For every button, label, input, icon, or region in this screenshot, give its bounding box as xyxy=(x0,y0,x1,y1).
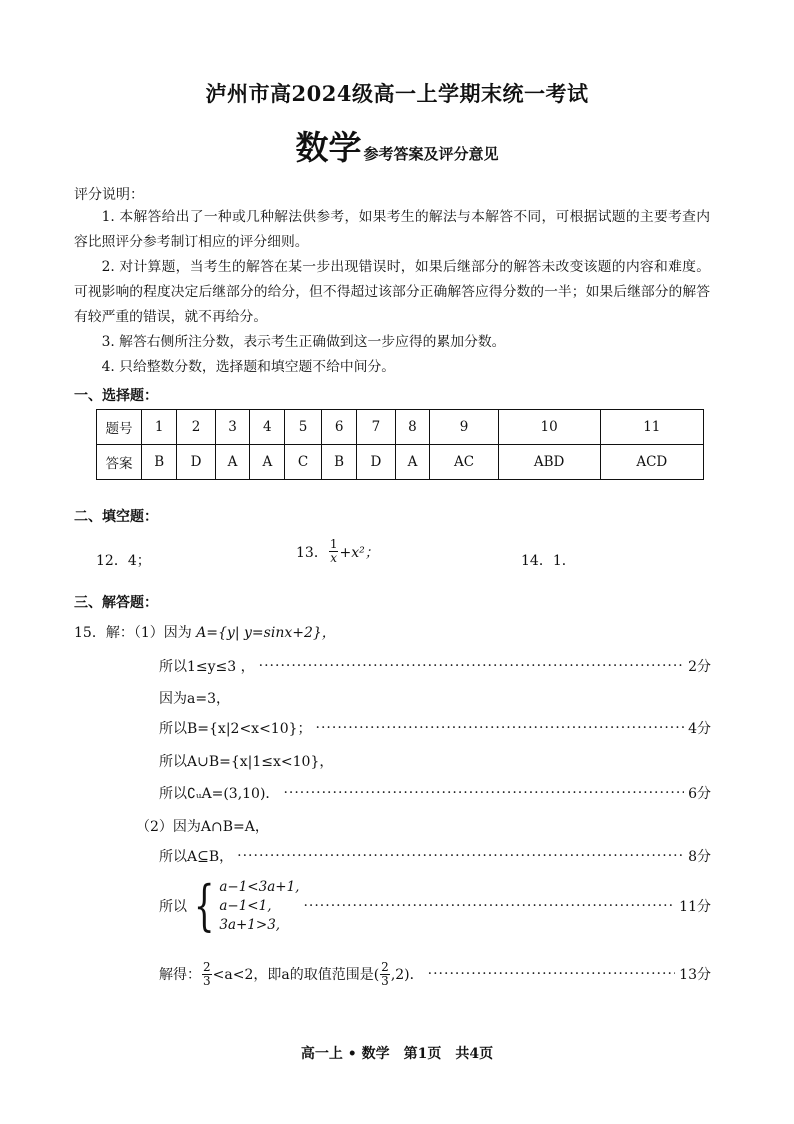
leader-dots xyxy=(237,848,684,864)
question-number: 9 xyxy=(430,410,498,445)
q15-intro xyxy=(74,622,336,642)
step-8-middle: <a<2，即a的取值范围是( xyxy=(212,967,380,983)
q13-fraction xyxy=(329,538,339,565)
notes-heading: 评分说明： xyxy=(74,187,144,203)
step-1-text: 所以1≤y≤3 ， xyxy=(159,659,255,675)
fraction-numerator: 2 xyxy=(203,959,211,974)
section3-heading: 三、解答题： xyxy=(74,595,158,611)
leader-dots xyxy=(303,898,675,914)
document-title: 泸州市高2024级高一上学期末统一考试 xyxy=(205,81,589,106)
score-2: 2分 xyxy=(688,659,711,675)
question-number: 4 xyxy=(250,410,285,445)
question-number: 3 xyxy=(215,410,250,445)
step-7-lead: 所以 xyxy=(159,899,187,915)
answer-table xyxy=(96,409,704,480)
table-row xyxy=(97,445,704,480)
step-8-lead: 解得： xyxy=(159,967,201,983)
subject-label: 数学 xyxy=(295,128,362,167)
leader-dots xyxy=(283,785,684,801)
row-header-answer: 答案 xyxy=(97,445,142,480)
page-footer: 高一上 • 数学 第1页 共4页 xyxy=(300,1046,494,1062)
score-13: 13分 xyxy=(679,967,711,983)
step-6-text: 所以A⊆B， xyxy=(159,849,234,865)
brace-symbol: { xyxy=(193,874,215,937)
question-number: 5 xyxy=(285,410,322,445)
step-3-text: 所以B={x|2<x<10}； xyxy=(159,721,312,737)
fraction-denominator: 3 xyxy=(381,973,389,988)
solution-step-5 xyxy=(159,782,711,804)
score-8: 8分 xyxy=(688,849,711,865)
fraction-two-thirds xyxy=(202,961,212,988)
answer-cell: C xyxy=(285,445,322,480)
note-item-3: 3. 解答右侧所注分数，表示考生正确做到这一步应得的累加分数。 xyxy=(101,334,506,350)
question-number: 6 xyxy=(321,410,356,445)
inequality-system xyxy=(159,874,300,937)
subtitle-label: 参考答案及评分意见 xyxy=(363,145,499,163)
solution-step-2: 因为a=3， xyxy=(159,691,230,707)
question-number: 7 xyxy=(357,410,395,445)
answer-cell: ACD xyxy=(600,445,703,480)
fraction-two-thirds-2 xyxy=(380,961,390,988)
answer-cell: A xyxy=(250,445,285,480)
system-lines xyxy=(219,878,299,935)
note-item-2: 2. 对计算题，当考生的解答在某一步出现错误时，如果后继部分的解答未改变该题的内容和难度。可视影响的程度决定后继部分的给分，但不得超过该部分正确解答应得分数的一半；如果后继部分的解答有较严重的错误，就不再给分。 xyxy=(74,259,710,325)
section2-heading: 二、填空题： xyxy=(74,509,158,525)
answer-cell: AC xyxy=(430,445,498,480)
table-row xyxy=(97,410,704,445)
step-8-text xyxy=(159,961,424,988)
fraction-numerator: 2 xyxy=(381,959,389,974)
row-header-number: 题号 xyxy=(97,410,142,445)
score-11: 11分 xyxy=(679,899,711,915)
step-5-text: 所以∁ᵤA=(3,10)． xyxy=(159,786,280,802)
answer-cell: D xyxy=(357,445,395,480)
q15-set-a: A={y| y=sinx+2}， xyxy=(196,625,336,641)
section1-heading: 一、选择题： xyxy=(74,388,158,404)
answer-cell: D xyxy=(177,445,215,480)
leader-dots xyxy=(316,720,685,736)
solution-step-6 xyxy=(159,845,711,867)
note-item-4: 4. 只给整数分数，选择题和填空题不给中间分。 xyxy=(101,359,396,375)
solution-step-1 xyxy=(159,655,711,677)
q13-rest: +x²； xyxy=(339,544,379,561)
answer-q12: 12．4； xyxy=(96,553,151,569)
question-number: 10 xyxy=(498,410,600,445)
question-number: 11 xyxy=(600,410,703,445)
system-line-3: 3a+1>3, xyxy=(219,916,281,933)
answer-cell: B xyxy=(321,445,356,480)
solution-step-4: 所以A∪B={x|1≤x<10}， xyxy=(159,754,334,770)
note-item-1: 1. 本解答给出了一种或几种解法供参考，如果考生的解法与本解答不同，可根据试题的主要考查内容比照评分参考制订相应的评分细则。 xyxy=(74,209,710,250)
question-number: 8 xyxy=(395,410,430,445)
answer-q14: 14．1． xyxy=(521,553,576,569)
leader-dots xyxy=(259,658,684,674)
system-line-2: a−1<1, xyxy=(219,897,272,914)
question-number: 2 xyxy=(177,410,215,445)
q13-numerator: 1 xyxy=(329,537,338,551)
q15-intro-label: 15．解：（1）因为 xyxy=(74,625,192,641)
fraction-denominator: 3 xyxy=(203,973,211,988)
solution-step-8 xyxy=(159,956,711,992)
q13-label: 13． xyxy=(296,544,328,561)
score-6: 6分 xyxy=(688,786,711,802)
solution-step-3 xyxy=(159,717,711,739)
question-number: 1 xyxy=(142,410,177,445)
leader-dots xyxy=(428,966,676,982)
document-subtitle xyxy=(0,122,794,169)
step-8-end: ,2)． xyxy=(390,967,424,983)
q13-denominator: x xyxy=(330,551,338,565)
answer-cell: A xyxy=(395,445,430,480)
score-4: 4分 xyxy=(688,721,711,737)
solution-step-7 xyxy=(159,876,711,936)
part-2-intro: （2）因为A∩B=A， xyxy=(136,819,269,835)
answer-q13 xyxy=(296,538,379,565)
system-line-1: a−1<3a+1, xyxy=(219,878,300,895)
answer-cell: B xyxy=(142,445,177,480)
answer-cell: ABD xyxy=(498,445,600,480)
answer-cell: A xyxy=(215,445,250,480)
